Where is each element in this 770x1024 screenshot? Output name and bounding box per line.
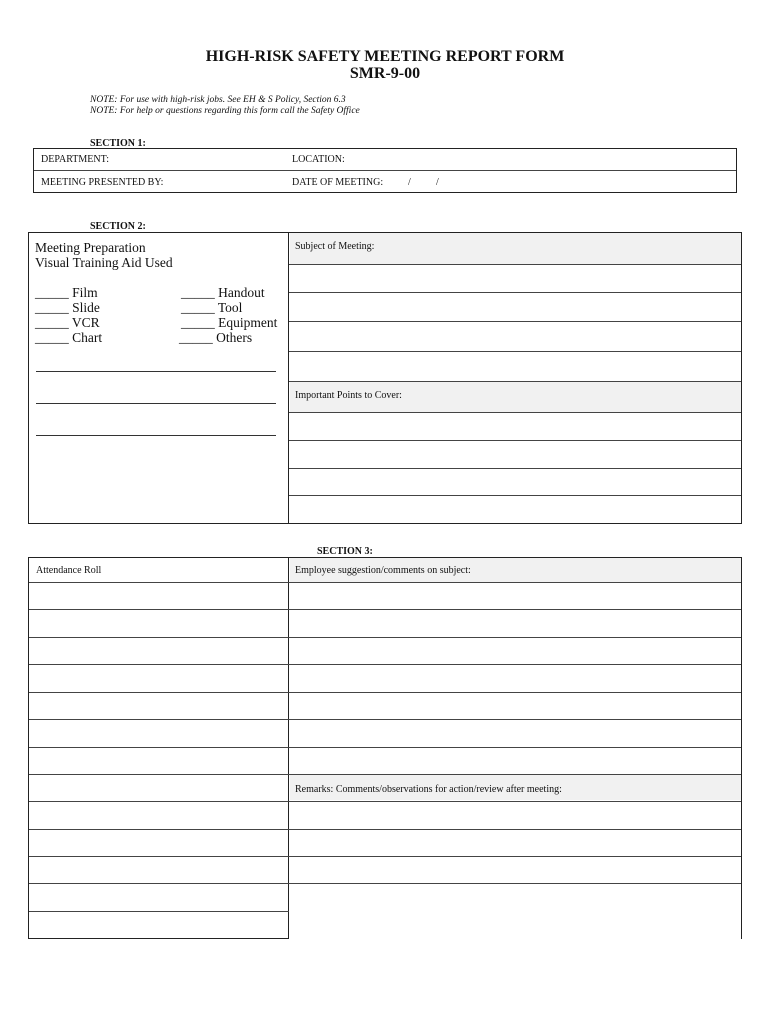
section2-table [28,232,742,524]
form-code: SMR-9-00 [349,65,421,82]
form-title: HIGH-RISK SAFETY MEETING REPORT FORM [205,48,565,65]
subject-label: Subject of Meeting: [295,241,375,252]
section3-table [28,557,742,939]
note-policy: NOTE: For use with high-risk jobs. See EH & S Policy, Section 6.3 [90,95,346,105]
date-label: DATE OF MEETING: [292,177,384,188]
blank-line-1 [36,371,276,372]
date-slash-1: / [408,177,411,188]
blank-line-3 [36,435,276,436]
option-tool: _____ Tool [181,300,243,315]
option-vcr: _____ VCR [35,315,100,330]
option-film: _____ Film [35,285,98,300]
suggestion-label: Employee suggestion/comments on subject: [295,565,471,576]
option-others: _____ Others [179,330,253,345]
points-label: Important Points to Cover: [295,390,402,401]
section1-heading: SECTION 1: [90,138,146,149]
presented-by-label: MEETING PRESENTED BY: [41,177,164,188]
option-handout: _____ Handout [181,285,265,300]
option-slide: _____ Slide [35,300,100,315]
section2-heading: SECTION 2: [90,221,146,232]
note-help: NOTE: For help or questions regarding this form call the Safety Office [90,106,360,116]
department-label: DEPARTMENT: [41,154,109,165]
attendance-label: Attendance Roll [36,565,102,576]
option-chart: _____ Chart [35,330,103,345]
blank-line-2 [36,403,276,404]
remarks-label: Remarks: Comments/observations for action/review after meeting: [295,784,562,795]
aid-title: Visual Training Aid Used [35,255,173,270]
section3-heading: SECTION 3: [317,546,373,557]
location-label: LOCATION: [292,154,345,165]
section1-row2 [33,170,737,193]
option-equipment: _____ Equipment [181,315,278,330]
prep-title: Meeting Preparation [35,240,146,255]
date-slash-2: / [436,177,439,188]
